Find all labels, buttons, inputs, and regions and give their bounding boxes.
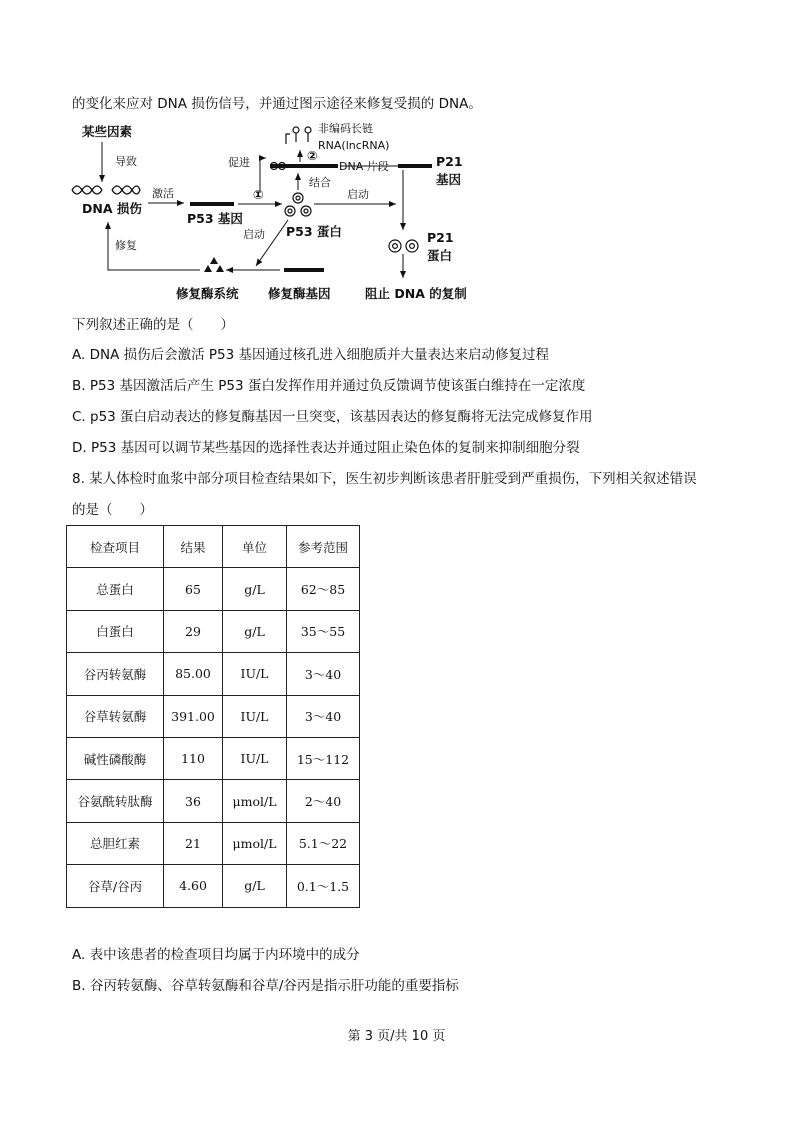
label-p21-gene-1: P21 — [436, 154, 463, 169]
repair-gene-bar — [284, 268, 324, 272]
label-block: 阻止 DNA 的复制 — [365, 286, 467, 301]
table-cell: IU/L — [223, 737, 287, 779]
q7-stem: 下列叙述正确的是（ ） — [72, 317, 234, 333]
table-cell: IU/L — [223, 653, 287, 695]
table-header-cell: 单位 — [223, 526, 287, 568]
label-activate: 激活 — [152, 187, 174, 200]
q8-option-a: A. 表中该患者的检查项目均属于内环境中的成分 — [72, 947, 360, 963]
p21-gene-bar — [398, 164, 432, 168]
page-footer: 第 3 页/共 10 页 — [347, 1029, 446, 1044]
intro-text: 的变化来应对 DNA 损伤信号，并通过图示途径来修复受损的 DNA。 — [72, 96, 482, 112]
p53-protein-icon — [285, 193, 311, 216]
label-p53-gene: P53 基因 — [187, 211, 243, 226]
table-row — [67, 822, 360, 864]
label-factors: 某些因素 — [82, 124, 133, 139]
table-cell: 谷草/谷丙 — [67, 865, 164, 907]
table-cell: 110 — [164, 737, 223, 779]
q8-stem-line-1: 8. 某人体检时血浆中部分项目检查结果如下，医生初步判断该患者肝脏受到严重损伤，下列相关叙述错误 — [72, 471, 697, 487]
q7-option-b: B. P53 基因激活后产生 P53 蛋白发挥作用并通过负反馈调节使该蛋白维持在一定浓度 — [72, 378, 586, 394]
table-cell: 碱性磷酸酶 — [67, 737, 164, 779]
table-row — [67, 737, 360, 779]
q8-option-b: B. 谷丙转氨酶、谷草转氨酶和谷草/谷丙是指示肝功能的重要指标 — [72, 978, 459, 994]
label-p53-protein: P53 蛋白 — [286, 224, 342, 239]
table-cell: 谷丙转氨酶 — [67, 653, 164, 695]
label-dna-segment: DNA 片段 — [339, 160, 389, 173]
label-p21-protein-2: 蛋白 — [427, 248, 453, 263]
label-bind: 结合 — [309, 176, 331, 189]
table-cell: 29 — [164, 610, 223, 652]
table-cell: 85.00 — [164, 653, 223, 695]
label-start-1: 启动 — [347, 188, 369, 201]
table-header-cell: 结果 — [164, 526, 223, 568]
table-cell: 21 — [164, 822, 223, 864]
table-cell: g/L — [223, 610, 287, 652]
table-cell: 谷草转氨酶 — [67, 695, 164, 737]
table-cell: μmol/L — [223, 780, 287, 822]
label-p21-gene-2: 基因 — [436, 172, 462, 187]
dna-wave-icon — [72, 186, 140, 194]
repair-enzyme-icon — [204, 257, 224, 272]
table-header-cell: 检查项目 — [67, 526, 164, 568]
label-circle-1: ① — [253, 187, 264, 202]
label-start-2: 启动 — [243, 228, 265, 241]
label-promote: 促进 — [228, 156, 250, 169]
table-header-row — [67, 526, 360, 568]
label-dna-damage: DNA 损伤 — [82, 201, 142, 216]
label-repair-gene: 修复酶基因 — [268, 286, 331, 301]
table-cell: g/L — [223, 865, 287, 907]
table-cell: 3～40 — [287, 695, 360, 737]
p53-gene-bar — [190, 202, 234, 206]
table-cell: 总蛋白 — [67, 568, 164, 610]
table-cell: g/L — [223, 568, 287, 610]
table-cell: 0.1～1.5 — [287, 865, 360, 907]
label-repair: 修复 — [115, 239, 137, 252]
table-cell: 35～55 — [287, 610, 360, 652]
table-cell: 谷氨酰转肽酶 — [67, 780, 164, 822]
dna-segment-bar — [270, 164, 338, 168]
table-cell: 白蛋白 — [67, 610, 164, 652]
table-row — [67, 780, 360, 822]
table-cell: IU/L — [223, 695, 287, 737]
table-row — [67, 610, 360, 652]
table-row — [67, 653, 360, 695]
table-cell: μmol/L — [223, 822, 287, 864]
table-row — [67, 865, 360, 907]
q7-option-d: D. P53 基因可以调节某些基因的选择性表达并通过阻止染色体的复制来抑制细胞分裂 — [72, 440, 580, 456]
table-cell: 总胆红素 — [67, 822, 164, 864]
label-lncrna-2: RNA(lncRNA) — [318, 139, 390, 152]
p21-protein-icon — [389, 240, 418, 252]
label-lncrna-1: 非编码长链 — [318, 122, 373, 135]
lncrna-icon — [286, 127, 311, 144]
table-cell: 2～40 — [287, 780, 360, 822]
table-header-cell: 参考范围 — [287, 526, 360, 568]
table-cell: 62～85 — [287, 568, 360, 610]
table-cell: 65 — [164, 568, 223, 610]
label-circle-2: ② — [307, 148, 318, 163]
table-cell: 5.1～22 — [287, 822, 360, 864]
table-row — [67, 568, 360, 610]
table-cell: 3～40 — [287, 653, 360, 695]
table-cell: 391.00 — [164, 695, 223, 737]
p53-pathway-diagram — [60, 118, 560, 310]
table-cell: 36 — [164, 780, 223, 822]
table-cell: 4.60 — [164, 865, 223, 907]
q7-option-a: A. DNA 损伤后会激活 P53 基因通过核孔进入细胞质并大量表达来启动修复过程 — [72, 347, 550, 363]
blood-test-table — [66, 525, 360, 908]
q7-option-c: C. p53 蛋白启动表达的修复酶基因一旦突变，该基因表达的修复酶将无法完成修复作用 — [72, 409, 593, 425]
table-row — [67, 695, 360, 737]
q8-stem-line-2: 的是（ ） — [72, 502, 153, 518]
label-p21-protein-1: P21 — [427, 230, 454, 245]
arrow-start-2 — [256, 220, 288, 266]
label-cause: 导致 — [115, 155, 137, 168]
label-repair-system: 修复酶系统 — [176, 286, 239, 301]
table-cell: 15～112 — [287, 737, 360, 779]
